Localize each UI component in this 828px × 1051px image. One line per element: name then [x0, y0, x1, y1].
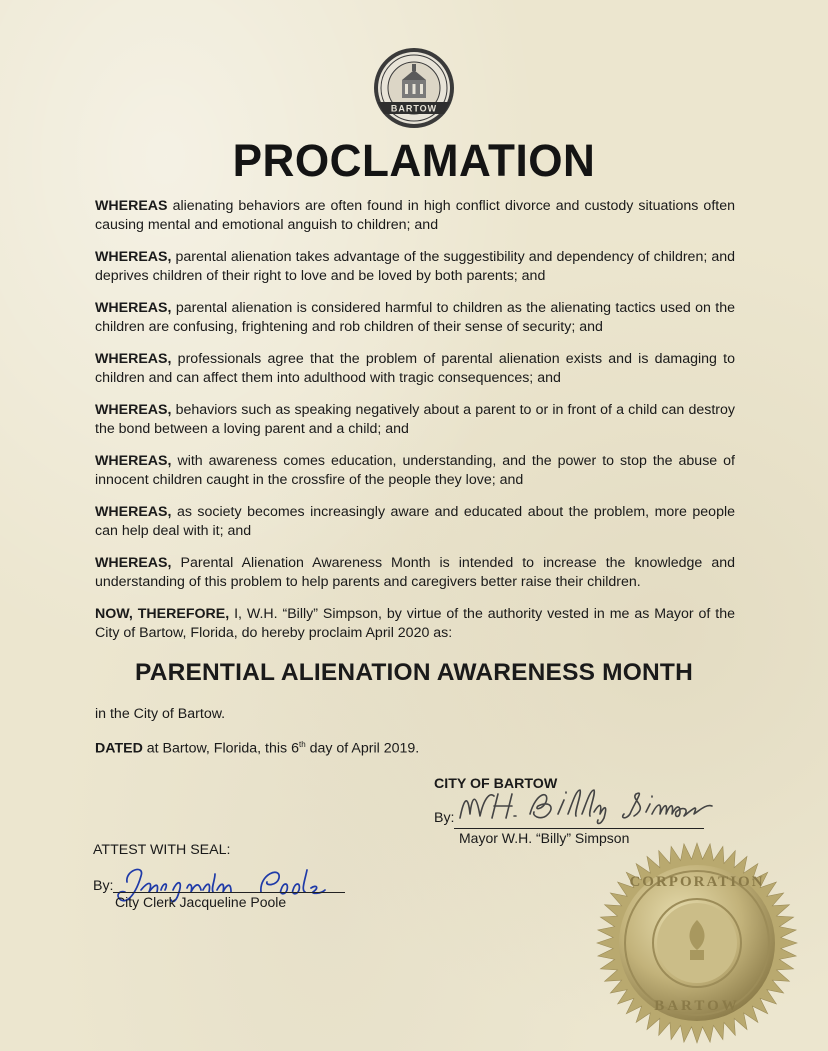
whereas-paragraph: WHEREAS, professionals agree that the problem of parental alienation exists and is damaging to children and can affect them into adulthood with tragic consequences; and: [95, 351, 735, 386]
whereas-paragraph: WHEREAS, behaviors such as speaking negatively about a parent to or in front of a child can destroy the bond between a loving parent and a child; and: [95, 402, 735, 437]
city-seal-logo: [372, 46, 456, 130]
in-city-line: in the City of Bartow.: [95, 706, 226, 722]
clerk-attest-block: [93, 842, 353, 910]
svg-text:CORPORATION: CORPORATION: [629, 874, 765, 890]
city-name: CITY OF BARTOW: [434, 776, 558, 792]
whereas-paragraph: WHEREAS, as society becomes increasingly aware and educated about the problem, more people can help deal with it; and: [95, 504, 735, 539]
whereas-paragraph: WHEREAS, Parental Alienation Awareness Month is intended to increase the knowledge and understanding of this problem to help parents and caregivers better raise their children.: [95, 555, 735, 590]
svg-text:BARTOW: BARTOW: [390, 103, 438, 114]
whereas-paragraph: WHEREAS alienating behaviors are often found in high conflict divorce and custody situations often causing mental and emotional anguish to children; and: [95, 198, 735, 233]
proclaimed-month-title: PARENTIAL ALIENATION AWARENESS MONTH: [134, 659, 693, 686]
svg-text:BARTOW: BARTOW: [654, 998, 740, 1014]
by-label: By:: [434, 810, 455, 826]
mayor-signature-block: [434, 776, 724, 846]
now-therefore-paragraph: NOW, THEREFORE, I, W.H. “Billy” Simpson, by virtue of the authority vested in me as Mayor of the City of Bartow, Florida, do hereby proclaim April 2020 as:: [95, 606, 735, 641]
signature-line: [113, 892, 345, 893]
signature-line: [454, 828, 704, 829]
whereas-paragraph: WHEREAS, parental alienation takes advantage of the suggestibility and dependency of children; and deprives children of their right to love and be loved by both parents; and: [95, 249, 735, 284]
proclamation-body: [95, 197, 735, 656]
whereas-paragraph: WHEREAS, with awareness comes education, understanding, and the power to stop the abuse of innocent children caught in the crossfire of the people they love; and: [95, 453, 735, 488]
by-label: By:: [93, 878, 114, 894]
gold-corporate-seal: [592, 838, 802, 1048]
mayor-printed-name: Mayor W.H. “Billy” Simpson: [459, 830, 630, 846]
document-title: PROCLAMATION: [232, 135, 596, 186]
mayor-signature: [454, 784, 714, 828]
whereas-paragraph: WHEREAS, parental alienation is considered harmful to children as the alienating tactics used on the children are confusing, frightening and rob children of their sense of security; and: [95, 300, 735, 335]
attest-label: ATTEST WITH SEAL:: [93, 842, 231, 858]
clerk-printed-name: City Clerk Jacqueline Poole: [115, 894, 287, 910]
dated-line: DATED at Bartow, Florida, this 6th day of April 2019.: [95, 740, 420, 757]
